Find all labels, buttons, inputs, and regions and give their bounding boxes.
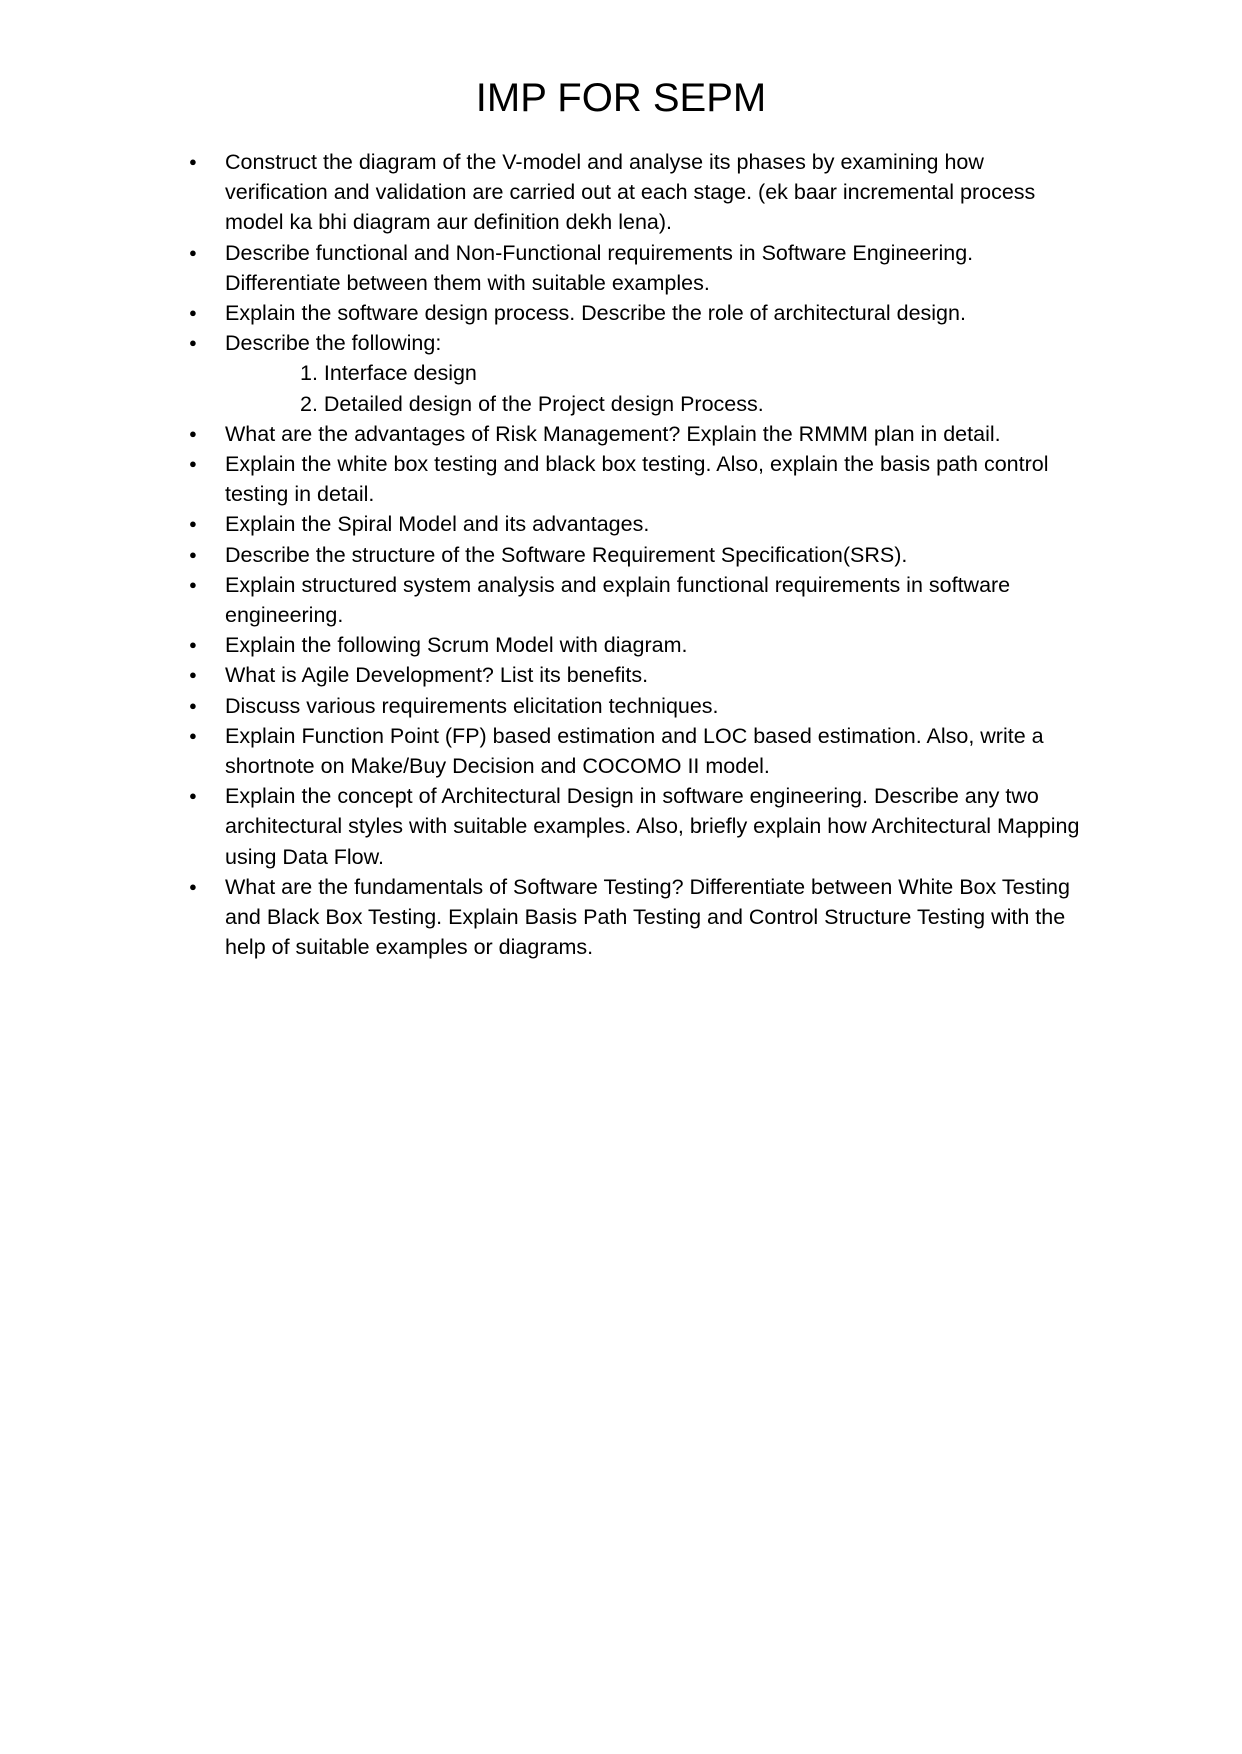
- question-text: Describe the following:: [225, 331, 442, 356]
- bullet-icon: ●: [189, 335, 197, 351]
- bullet-icon: ●: [189, 637, 197, 653]
- list-item: [0, 238, 1085, 298]
- list-item: [0, 660, 1085, 690]
- question-text: Describe functional and Non-Functional requirements in Software Engineering. Differentiate between them with suitable examples.: [225, 240, 974, 295]
- bullet-icon: ●: [189, 697, 197, 713]
- question-text: What are the fundamentals of Software Testing? Differentiate between White Box Testing and Black Box Testing. Explain Basis Path Testing and Control Structure Testing with the help of suitable examples or diagrams.: [225, 874, 1070, 960]
- bullet-icon: ●: [189, 456, 197, 472]
- bullet-icon: ●: [189, 667, 197, 683]
- question-text: Explain structured system analysis and explain functional requirements in software engineering.: [225, 572, 1011, 628]
- bullet-icon: ●: [189, 516, 197, 532]
- list-item: [0, 872, 1085, 963]
- question-text: What is Agile Development? List its benefits.: [225, 663, 649, 688]
- bullet-icon: ●: [189, 727, 197, 743]
- page-title: IMP FOR SEPM: [475, 76, 767, 120]
- list-item: [0, 147, 1085, 238]
- question-text: Explain the software design process. Describe the role of architectural design.: [225, 301, 966, 326]
- list-item: [0, 298, 1085, 328]
- list-item: [0, 449, 1085, 509]
- list-item: [0, 721, 1085, 781]
- sub-list: [225, 358, 1085, 418]
- sub-list-item: 2. Detailed design of the Project design Process.: [300, 391, 764, 416]
- bullet-icon: ●: [189, 425, 197, 441]
- question-text: What are the advantages of Risk Management? Explain the RMMM plan in detail.: [225, 421, 1001, 446]
- list-item: [0, 540, 1085, 570]
- bullet-icon: ●: [189, 788, 197, 804]
- bullet-icon: ●: [189, 878, 197, 894]
- list-item: [0, 328, 1085, 419]
- question-text: Describe the structure of the Software Requirement Specification(SRS).: [225, 542, 908, 567]
- list-item: [0, 570, 1085, 630]
- bullet-icon: ●: [189, 244, 197, 260]
- question-text: Explain the following Scrum Model with diagram.: [225, 633, 688, 658]
- list-item: [0, 691, 1085, 721]
- question-text: Explain the concept of Architectural Design in software engineering. Describe any two architectural styles with suitable examples. Also, briefly explain how Architectural Mapping using Data Flow.: [225, 784, 1080, 869]
- bullet-icon: ●: [189, 546, 197, 562]
- question-text: Construct the diagram of the V-model and analyse its phases by examining how verification and validation are carried out at each stage. (ek baar incremental process model ka bhi diagram aur definition dekh lena).: [225, 150, 1036, 235]
- bullet-icon: ●: [189, 576, 197, 592]
- list-item: [0, 509, 1085, 539]
- question-text: Explain the white box testing and black box testing. Also, explain the basis path control testing in detail.: [225, 452, 1049, 507]
- question-text: Explain Function Point (FP) based estimation and LOC based estimation. Also, write a shortnote on Make/Buy Decision and COCOMO II model.: [225, 723, 1044, 779]
- list-item: [0, 630, 1085, 660]
- question-list: [0, 147, 1242, 962]
- list-item: [0, 419, 1085, 449]
- question-text: Explain the Spiral Model and its advantages.: [225, 512, 650, 537]
- question-text: Discuss various requirements elicitation techniques.: [225, 693, 719, 718]
- sub-list-item: 1. Interface design: [300, 361, 477, 386]
- list-item: [0, 781, 1085, 872]
- bullet-icon: ●: [189, 305, 197, 321]
- bullet-icon: ●: [189, 154, 197, 169]
